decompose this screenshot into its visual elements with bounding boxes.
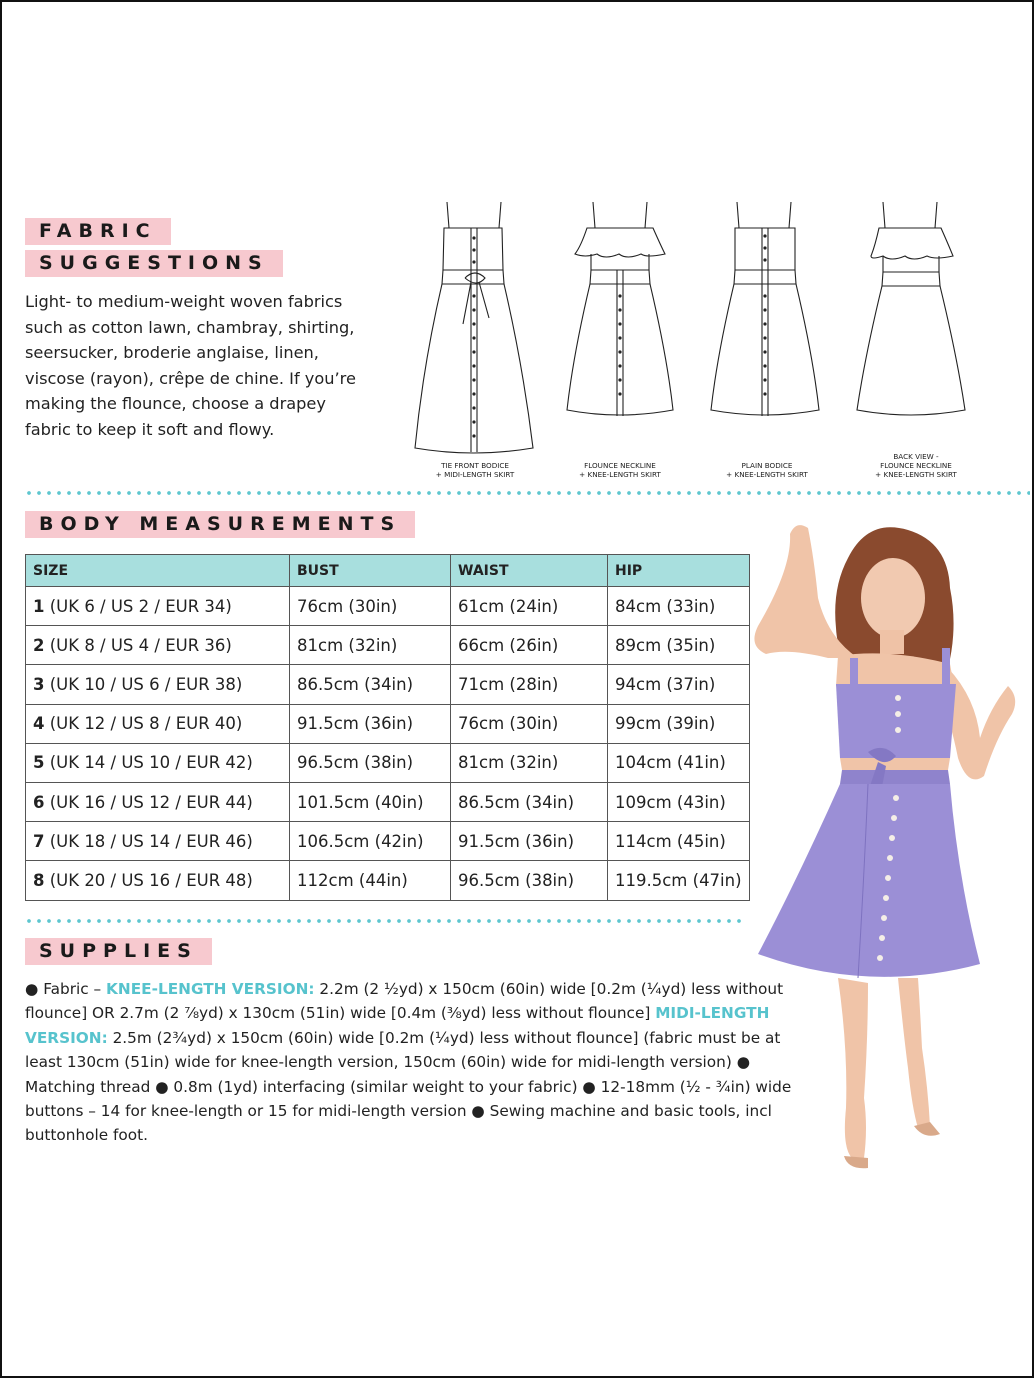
dotted-divider-top — [24, 491, 1030, 495]
bullet-icon: ● — [582, 1077, 596, 1096]
col-hip-header: HIP — [608, 555, 750, 587]
col-waist-header: WAIST — [451, 555, 608, 587]
bust-cell: 112cm (44in) — [290, 861, 451, 900]
hip-cell: 104cm (41in) — [608, 743, 750, 782]
model-illustration — [718, 508, 1028, 1188]
table-row — [26, 861, 750, 900]
fabric-heading-line1: FABRIC — [25, 218, 171, 245]
hip-cell: 94cm (37in) — [608, 665, 750, 704]
waist-cell: 91.5cm (36in) — [451, 822, 608, 861]
size-cell: 5 (UK 14 / US 10 / EUR 42) — [26, 743, 290, 782]
sketch-back-flounce-knee — [857, 202, 965, 415]
table-row — [26, 743, 750, 782]
table-header-row — [26, 555, 750, 587]
size-cell: 8 (UK 20 / US 16 / EUR 48) — [26, 861, 290, 900]
table-row — [26, 587, 750, 626]
fabric-suggestions-text: Light- to medium-weight woven fabrics such as cotton lawn, chambray, shirting, seersucker, broderie anglaise, linen, viscose (rayon), crêpe de chine. If you’re making the flounce, choose a drapey fabric to keep it soft and flowy. — [25, 292, 356, 439]
table-row — [26, 782, 750, 821]
bullet-icon: ● — [471, 1102, 485, 1121]
waist-cell: 86.5cm (34in) — [451, 782, 608, 821]
hip-cell: 119.5cm (47in) — [608, 861, 750, 900]
bust-cell: 81cm (32in) — [290, 626, 451, 665]
hip-cell: 84cm (33in) — [608, 587, 750, 626]
table-row — [26, 704, 750, 743]
caption-view-3: PLAIN BODICE + KNEE-LENGTH SKIRT — [726, 461, 808, 479]
hip-cell: 114cm (45in) — [608, 822, 750, 861]
size-cell: 6 (UK 16 / US 12 / EUR 44) — [26, 782, 290, 821]
sketch-tie-front-midi — [415, 202, 533, 453]
col-size-header: SIZE — [26, 555, 290, 587]
bust-cell: 76cm (30in) — [290, 587, 451, 626]
table-row — [26, 822, 750, 861]
dotted-divider-bottom — [24, 919, 742, 923]
bullet-icon: ● — [25, 980, 39, 998]
table-row — [26, 665, 750, 704]
size-cell: 1 (UK 6 / US 2 / EUR 34) — [26, 587, 290, 626]
supplies-heading: SUPPLIES — [25, 938, 212, 965]
bust-cell: 106.5cm (42in) — [290, 822, 451, 861]
waist-cell: 61cm (24in) — [451, 587, 608, 626]
bust-cell: 101.5cm (40in) — [290, 782, 451, 821]
waist-cell: 96.5cm (38in) — [451, 861, 608, 900]
dress-sketches-svg — [405, 196, 985, 486]
waist-cell: 66cm (26in) — [451, 626, 608, 665]
midi-length-label: MIDI-LENGTH VERSION: — [25, 1004, 770, 1047]
caption-view-4: BACK VIEW - FLOUNCE NECKLINE + KNEE-LENGTH SKIRT — [875, 452, 957, 479]
hip-cell: 89cm (35in) — [608, 626, 750, 665]
bullet-icon: ● — [155, 1077, 169, 1096]
col-bust-header: BUST — [290, 555, 451, 587]
size-cell: 7 (UK 18 / US 14 / EUR 46) — [26, 822, 290, 861]
waist-cell: 71cm (28in) — [451, 665, 608, 704]
hip-cell: 99cm (39in) — [608, 704, 750, 743]
bust-cell: 96.5cm (38in) — [290, 743, 451, 782]
caption-view-1: TIE FRONT BODICE + MIDI-LENGTH SKIRT — [435, 461, 515, 479]
measurements-table — [25, 554, 750, 901]
size-cell: 2 (UK 8 / US 4 / EUR 36) — [26, 626, 290, 665]
fabric-heading-line2: SUGGESTIONS — [25, 250, 283, 277]
knee-length-label: KNEE-LENGTH VERSION: — [106, 980, 315, 998]
supplies-text: ● Fabric – KNEE-LENGTH VERSION: 2.2m (2 ½yd) x 150cm (60in) wide [0.2m (¼yd) less without flounce] OR 2.7m (2 ⅞yd) x 130cm (51in) wide [0.4m (⅜yd) less without flounce] MIDI-LENGTH VERSION: 2.5m (2¾yd) x 150cm (60in) wide [0.2m (¼yd) less without flounce] (fabric must be at least 130cm (51in) wide for knee-length version, 150cm (60in) wide for midi-length version) ● Matching thread ● 0.8m (1yd) interfacing (similar weight to your fabric) ● 12-18mm (½ - ¾in) wide buttons – 14 for knee-length or 15 for midi-length version ● Sewing machine and basic tools, incl buttonhole foot. — [25, 980, 792, 1145]
table-row — [26, 626, 750, 665]
bullet-icon: ● — [736, 1053, 751, 1072]
size-cell: 3 (UK 10 / US 6 / EUR 38) — [26, 665, 290, 704]
model-photo — [718, 508, 1028, 1188]
waist-cell: 81cm (32in) — [451, 743, 608, 782]
body-measurements-heading: BODY MEASUREMENTS — [25, 511, 415, 538]
bust-cell: 91.5cm (36in) — [290, 704, 451, 743]
bust-cell: 86.5cm (34in) — [290, 665, 451, 704]
technical-drawings — [405, 196, 985, 486]
size-cell: 4 (UK 12 / US 8 / EUR 40) — [26, 704, 290, 743]
hip-cell: 109cm (43in) — [608, 782, 750, 821]
caption-view-2: FLOUNCE NECKLINE + KNEE-LENGTH SKIRT — [579, 461, 661, 479]
waist-cell: 76cm (30in) — [451, 704, 608, 743]
